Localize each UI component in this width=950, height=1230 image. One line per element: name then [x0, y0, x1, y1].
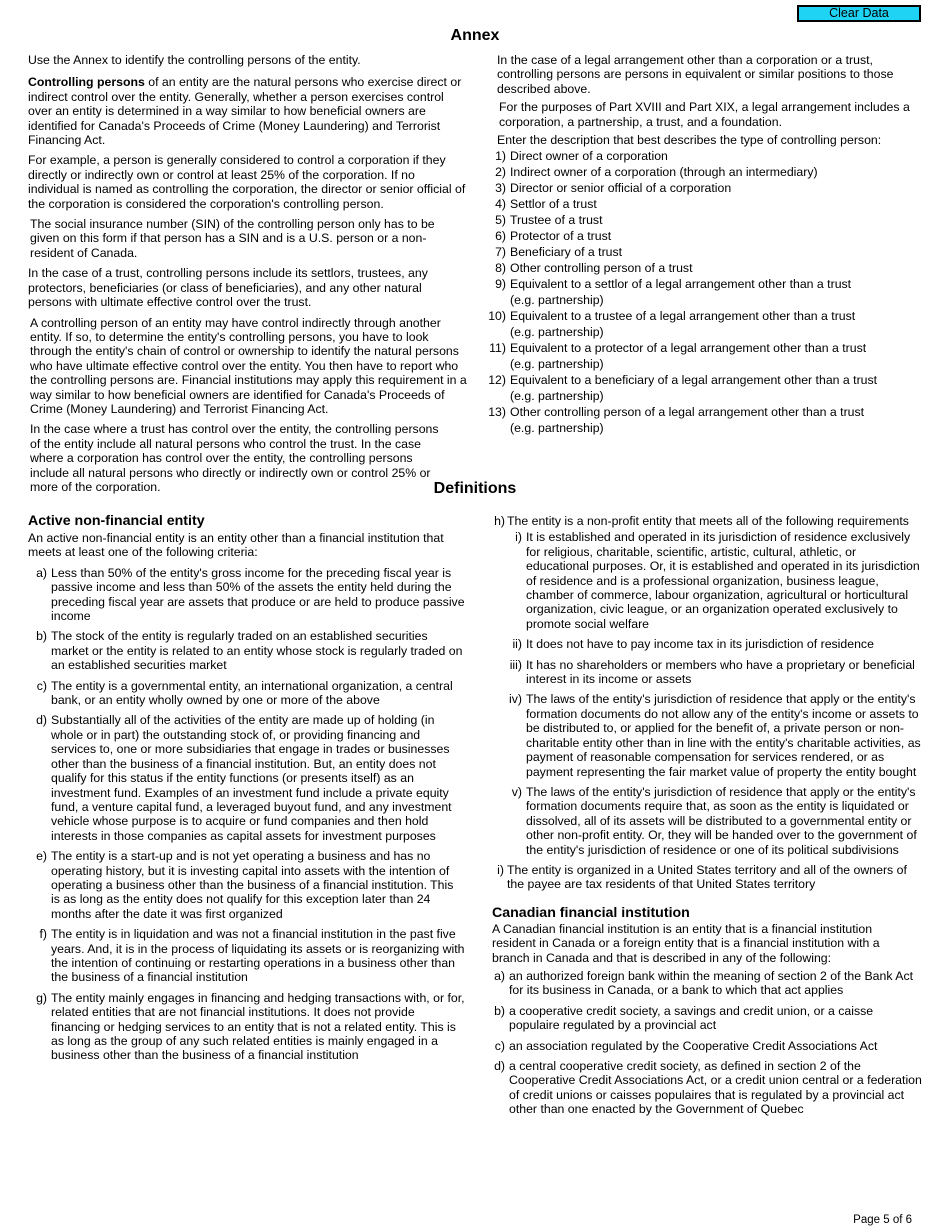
- type-number: 10): [488, 309, 506, 324]
- page-number: Page 5 of 6: [853, 1214, 912, 1226]
- type-text: Other controlling person of a trust: [510, 261, 693, 276]
- non-profit-requirements-list: [492, 530, 922, 857]
- annex-title: Annex: [450, 27, 500, 44]
- requirement-label: i): [515, 530, 522, 545]
- criterion-text: The entity is a governmental entity, an international organization, a central bank, or an entity wholly owned by one or more of the above: [51, 678, 453, 708]
- non-profit-requirement: [492, 637, 922, 651]
- cfi-heading: Canadian financial institution: [492, 904, 690, 921]
- annex-intro: Use the Annex to identify the controlling persons of the entity.: [28, 53, 361, 67]
- type-text: Direct owner of a corporation: [510, 149, 668, 164]
- enter-description-text: Enter the description that best describes the type of controlling person:: [497, 133, 882, 148]
- requirement-label: ii): [512, 637, 522, 652]
- criterion-label: d): [494, 1059, 505, 1073]
- criterion-text: a central cooperative credit society, as defined in section 2 of the Cooperative Credit Associations Act, or a credit union central or a federation of credit unions or caisses populaires that is regulated by a provincial act other than one enacted by the Government of Quebec: [509, 1059, 922, 1117]
- type-number: 1): [495, 149, 506, 164]
- type-number: 7): [495, 245, 506, 260]
- type-number: 3): [495, 181, 506, 196]
- criterion-text: Less than 50% of the entity's gross income for the preceding fiscal year is passive income and less than 50% of the assets the entity held during the preceding fiscal year are assets that produce or are held to produce passive income: [51, 565, 465, 624]
- controlling-person-type-item: [487, 180, 922, 196]
- type-number: 12): [488, 373, 506, 388]
- requirement-text: It is established and operated in its jurisdiction of residence exclusively for religious, charitable, scientific, artistic, cultural, athletic, or educational purposes. Or, it is established and operated in its jurisdiction of residence and is a professional organization, business league, chamber of commerce, labour organization, agricultural or horticultural organization, civic league, or an organization operated exclusively to promote social welfare: [526, 530, 920, 631]
- type-text: Equivalent to a trustee of a legal arrangement other than a trust: [510, 309, 856, 324]
- type-text: Trustee of a trust: [510, 213, 603, 228]
- example-paragraph: For example, a person is generally considered to control a corporation if they directly or indirectly own or control at least 25% of the corporation. If no individual is named as controlling the corporation, the director or senior official of the corporation is considered the corporation's controlling person.: [28, 153, 466, 211]
- criterion-h-text: The entity is a non-profit entity that meets all of the following requirements: [507, 514, 909, 528]
- criterion-label: b): [494, 1003, 505, 1018]
- criterion-label: a): [494, 968, 505, 983]
- anfe-criterion-e: [28, 849, 465, 921]
- controlling-persons-text: of an entity are the natural persons who exercise direct or indirect control over the entity. Generally, whether a person exercises control over an entity is determined in a way similar to how beneficial owners are identified for Canada's Proceeds of Crime (Money Laundering) and Terrorist Financing Act.: [28, 75, 462, 148]
- criterion-text: an association regulated by the Cooperative Credit Associations Act: [509, 1038, 878, 1053]
- non-profit-requirement: [492, 530, 922, 631]
- criterion-i: [492, 863, 922, 892]
- type-text: Other controlling person of a legal arrangement other than a trust: [510, 405, 865, 420]
- requirement-text: It does not have to pay income tax in its jurisdiction of residence: [526, 637, 874, 652]
- type-text: Protector of a trust: [510, 229, 612, 244]
- criterion-label: d): [36, 713, 47, 728]
- type-example: (e.g. partnership): [510, 293, 604, 308]
- criterion-label: a): [36, 565, 47, 580]
- trust-paragraph: In the case of a trust, controlling persons include its settlors, trustees, any protectors, beneficiaries (or class of beneficiaries), and any other natural persons with ultimate effective control over the trust.: [28, 266, 428, 310]
- type-example: (e.g. partnership): [510, 389, 604, 404]
- anfe-criterion-b: [28, 629, 465, 672]
- controlling-person-type-item: [487, 276, 922, 308]
- type-number: 9): [495, 277, 506, 292]
- requirement-label: v): [511, 784, 522, 799]
- cfi-criterion-b: [492, 1004, 922, 1033]
- requirement-text: The laws of the entity's jurisdiction of residence that apply or the entity's formation documents do not allow any of the entity's income or assets to be distributed to, or applied for the benefit of, a private person or non-charitable entity other than in line with the entity's charitable activities, as payment of reasonable compensation for services rendered, or as payment representing the fair market value of property the entity bought: [526, 692, 921, 779]
- requirement-label: iv): [509, 692, 522, 707]
- criterion-label: g): [36, 990, 47, 1005]
- criterion-text: The entity mainly engages in financing and hedging transactions with, or for, related entities that are not financial institutions. It does not provide financing or hedging services to an entity that is not a related entity. This is as long as the group of any such related entities is mainly engaged in a business other than the business of a financial institution: [51, 990, 465, 1063]
- anfe-criterion-d: [28, 713, 465, 843]
- criterion-text: Substantially all of the activities of the entity are made up of holding (in whole or in part) the outstanding stock of, or providing financing and services to, one or more subsidiaries that engage in trades or businesses other than the business of a financial institution. But, an entity does not qualify for this status if the entity functions (or presents itself) as an investment fund. Examples of an investment fund include a private equity fund, a venture capital fund, a leveraged buyout fund, and any investment vehicle whose purpose is to acquire or fund companies and then hold interests in those companies as capital assets for investment purposes: [51, 713, 452, 843]
- anfe-criterion-c: [28, 679, 465, 708]
- requirement-label: iii): [509, 657, 522, 672]
- anfe-criteria-list: [28, 566, 465, 1063]
- indirect-control-paragraph: A controlling person of an entity may have control indirectly through another entity. If so, to determine the entity's controlling persons, you have to look through the entity's chain of control or ownership to identify the natural persons who have ultimate effective control over the entity. You then have to report who the controlling persons are. Financial institutions may apply this requirement in a way similar to how beneficial owners are identified for Canada's Proceeds of Crime (Money Laundering) and Terrorist Financing Act.: [30, 315, 467, 416]
- definitions-title: Definitions: [433, 480, 517, 497]
- cfi-criterion-d: [492, 1059, 922, 1117]
- criterion-i-text: The entity is organized in a United States territory and all of the owners of the payee are tax residents of that United States territory: [507, 862, 907, 892]
- type-number: 6): [495, 229, 506, 244]
- controlling-persons-term: Controlling persons: [28, 75, 145, 90]
- controlling-person-type-item: [487, 372, 922, 404]
- part-paragraph: For the purposes of Part XVIII and Part XIX, a legal arrangement includes a corporation, a partnership, a trust, and a foundation.: [499, 100, 910, 129]
- type-text: Equivalent to a protector of a legal arrangement other than a trust: [510, 341, 867, 356]
- type-text: Settlor of a trust: [510, 197, 597, 212]
- criterion-label: b): [36, 629, 47, 644]
- type-number: 5): [495, 213, 506, 228]
- annex-left-column: [28, 53, 468, 500]
- non-profit-requirement: [492, 658, 922, 687]
- anfe-criterion-f: [28, 927, 465, 985]
- type-number: 4): [495, 197, 506, 212]
- criterion-text: an authorized foreign bank within the meaning of section 2 of the Bank Act for its business in Canada, or a bank to which that act applies: [509, 968, 914, 998]
- anfe-criterion-g: [28, 991, 465, 1063]
- definitions-right-column: [492, 514, 922, 1123]
- cfi-criterion-c: [492, 1039, 922, 1053]
- type-number: 8): [495, 261, 506, 276]
- controlling-person-types-list: [487, 148, 922, 436]
- type-number: 2): [495, 165, 506, 180]
- requirement-text: The laws of the entity's jurisdiction of residence that apply or the entity's formation documents require that, as soon as the entity is liquidated or dissolved, all of its assets will be distributed to a governmental entity or other non-profit entity. Or, they will be handed over to the government of the entity's jurisdiction of residence or one of its political subdivisions: [526, 784, 917, 857]
- controlling-person-type-item: [487, 196, 922, 212]
- controlling-person-type-item: [487, 404, 922, 436]
- criterion-i-label: i): [497, 862, 504, 877]
- criterion-text: The entity is a start-up and is not yet operating a business and has no operating history, but it is investing capital into assets with the intention of operating a business other than the business of a financial institution. This is as long as the entity does not qualify for this exception later than 24 months after the date it was first organized: [51, 849, 454, 921]
- type-number: 13): [488, 405, 506, 420]
- type-text: Equivalent to a beneficiary of a legal arrangement other than a trust: [510, 373, 878, 388]
- controlling-person-type-item: [487, 260, 922, 276]
- legal-arrangement-paragraph: In the case of a legal arrangement other than a corporation or a trust, controlling persons are persons in equivalent or similar positions to those described above.: [497, 53, 894, 96]
- controlling-person-type-item: [487, 244, 922, 260]
- type-text: Beneficiary of a trust: [510, 245, 623, 260]
- anfe-heading: Active non-financial entity: [28, 513, 205, 529]
- definitions-left-column: [28, 513, 465, 1069]
- annex-right-column: [488, 53, 922, 436]
- cfi-criteria-list: [492, 969, 922, 1117]
- non-profit-requirement: [492, 785, 922, 857]
- non-profit-requirement: [492, 692, 922, 778]
- criterion-text: a cooperative credit society, a savings and credit union, or a caisse populaire regulated by a provincial act: [509, 1003, 874, 1033]
- type-number: 11): [489, 341, 506, 356]
- type-example: (e.g. partnership): [510, 421, 604, 436]
- type-text: Indirect owner of a corporation (through an intermediary): [510, 165, 818, 180]
- criterion-h: [492, 514, 922, 528]
- criterion-label: c): [36, 678, 47, 693]
- controlling-persons-paragraph: [28, 75, 468, 147]
- criterion-label: c): [494, 1038, 505, 1053]
- controlling-person-type-item: [487, 212, 922, 228]
- type-example: (e.g. partnership): [510, 357, 604, 372]
- requirement-text: It has no shareholders or members who have a proprietary or beneficial interest in its income or assets: [526, 657, 915, 687]
- type-example: (e.g. partnership): [510, 325, 604, 340]
- criterion-h-label: h): [494, 514, 505, 528]
- controlling-person-type-item: [487, 164, 922, 180]
- anfe-intro: An active non-financial entity is an entity other than a financial institution that meets at least one of the following criteria:: [28, 531, 444, 560]
- trust-control-paragraph: In the case where a trust has control over the entity, the controlling persons of the entity include all natural persons who control the trust. In the case where a corporation has control over the entity, the controlling persons include all natural persons who directly or indirectly own or control 25% or more of the corporation.: [30, 422, 439, 494]
- anfe-criterion-a: [28, 566, 465, 624]
- cfi-criterion-a: [492, 969, 922, 998]
- criterion-text: The entity is in liquidation and was not a financial institution in the past five years. And, it is in the process of liquidating its assets or is reorganizing with the intention of continuing or restarting operations in a business other than the business of a financial institution: [51, 927, 465, 985]
- controlling-person-type-item: [487, 228, 922, 244]
- criterion-label: f): [39, 927, 47, 942]
- cfi-intro: A Canadian financial institution is an entity that is a financial institution resident in Canada or a foreign entity that is a financial institution with a branch in Canada and that is described in any of the following:: [492, 921, 880, 965]
- criterion-text: The stock of the entity is regularly traded on an established securities market or the entity is related to an entity whose stock is regularly traded on an established securities market: [51, 629, 463, 673]
- controlling-person-type-item: [487, 340, 922, 372]
- clear-data-button[interactable]: Clear Data: [797, 5, 921, 22]
- sin-paragraph: The social insurance number (SIN) of the controlling person only has to be given on this form if that person has a SIN and is a U.S. person or a non-resident of Canada.: [30, 217, 435, 260]
- criterion-label: e): [36, 849, 47, 864]
- controlling-person-type-item: [487, 148, 922, 164]
- type-text: Director or senior official of a corporation: [510, 181, 732, 196]
- controlling-person-type-item: [487, 308, 922, 340]
- type-text: Equivalent to a settlor of a legal arrangement other than a trust: [510, 277, 852, 292]
